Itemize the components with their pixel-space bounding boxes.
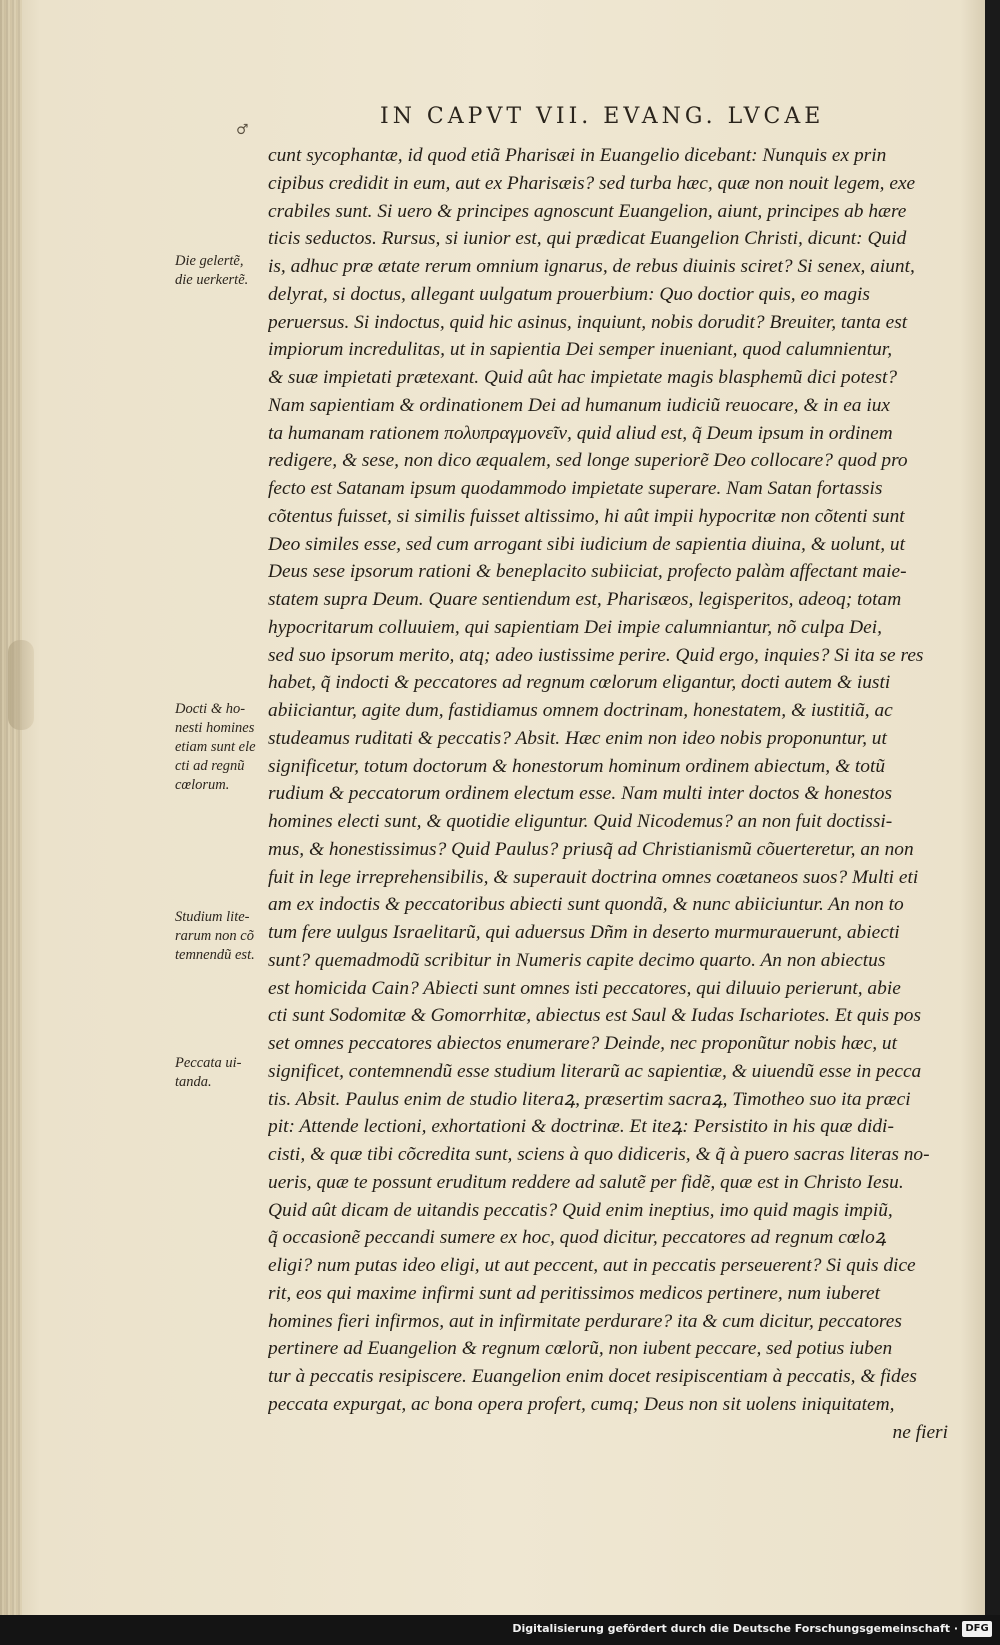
text-line: fuit in lege irreprehensibilis, & superauit doctrina omnes coætaneos suos? Multi eti: [268, 866, 919, 888]
text-line: q̃ occasionẽ peccandi sumere ex hoc, quod dicitur, peccatores ad regnum cœloꝝ: [268, 1227, 887, 1249]
funding-notice: Digitalisierung gefördert durch die Deutsche Forschungsgemeinschaft ·: [512, 1622, 958, 1635]
text-line: & suæ impietati prætexant. Quid aût hac impietate magis blasphemũ dici potest?: [268, 367, 898, 388]
margin-note-line: Die gelertẽ,: [175, 253, 244, 269]
text-line: abiiciantur, agite dum, fastidiamus omnem doctrinam, honestatem, & iustitiã, ac: [268, 700, 893, 721]
binding-clasp: [8, 640, 34, 730]
text-line: cipibus credidit in eum, aut ex Pharisæis? sed turba hæc, quæ non nouit legem, exe: [268, 172, 916, 194]
dfg-logo: DFG: [962, 1621, 992, 1637]
margin-note-line: cti ad regnũ: [175, 758, 245, 774]
text-line: homines electi sunt, & quotidie eliguntur. Quid Nicodemus? an non fuit doctissi-: [268, 811, 893, 832]
text-line: ueris, quæ te possunt eruditum reddere ad salutẽ per fidẽ, quæ est in Christo Iesu.: [268, 1171, 904, 1193]
margin-note-line: die uerkertẽ.: [175, 272, 249, 288]
margin-note-line: temnendũ est.: [175, 947, 255, 963]
text-line: sed suo ipsorum merito, atq; adeo iustissime perire. Quid ergo, inquies? Si ita se res: [268, 644, 924, 666]
margin-note-line: Studium lite-: [175, 909, 250, 925]
main-text-block: [268, 142, 948, 1446]
running-head: IN CAPVT VII. EVANG. LVCAE: [380, 104, 825, 129]
text-line: delyrat, si doctus, allegant uulgatum prouerbium: Quo doctior quis, eo magis: [268, 283, 870, 305]
text-line: ticis seductos. Rursus, si iunior est, qui prædicat Euangelion Christi, dicunt: Quid: [268, 228, 907, 250]
text-line: fecto est Satanam ipsum quodammodo impietate superare. Nam Satan fortassis: [268, 478, 883, 499]
text-line: est homicida Cain? Abiecti sunt omnes isti peccatores, qui diluuio perierunt, abie: [268, 977, 901, 999]
text-line: set omnes peccatores abiectos enumerare? Deinde, nec proponũtur nobis hæc, ut: [268, 1033, 897, 1054]
text-line: significetur, totum doctorum & honestorum hominum ordinem abiectum, & totũ: [268, 755, 886, 777]
text-line: eligi? num putas ideo eligi, ut aut peccent, aut in peccatis perseuerent? Si quis dice: [268, 1255, 916, 1276]
text-line: cisti, & quæ tibi cõcredita sunt, sciens à quo didiceris, & q̃ à puero sacras literas no-: [268, 1144, 930, 1165]
text-line: tum fere uulgus Israelitarũ, qui aduersus Dñm in deserto murmurauerunt, abiecti: [268, 922, 900, 943]
text-line: tur à peccatis resipiscere. Euangelion enim docet resipiscentiam à peccatis, & fides: [268, 1366, 917, 1387]
text-line: cõtentus fuisset, si similis fuisset altissimo, hi aût impii hypocritæ non cõtenti sunt: [268, 505, 905, 527]
catchword: ne fieri: [892, 1421, 948, 1443]
text-line: crabiles sunt. Si uero & principes agnoscunt Euangelion, aiunt, principes ab hære: [268, 200, 907, 222]
text-line: rudium & peccatorum ordinem electum esse. Nam multi inter doctos & honestos: [268, 783, 893, 805]
text-line: studeamus ruditati & peccatis? Absit. Hæc enim non ideo nobis proponuntur, ut: [268, 727, 887, 749]
margin-note-line: tanda.: [175, 1074, 212, 1090]
margin-note-peccata: [175, 1054, 267, 1092]
text-line: am ex indoctis & peccatoribus abiecti sunt quondã, & nunc abiiciuntur. An non to: [268, 894, 904, 916]
text-line: Quid aût dicam de uitandis peccatis? Quid enim ineptius, imo quid magis impiũ,: [268, 1199, 893, 1221]
marginal-mark: ♂: [236, 122, 249, 138]
margin-note-gelerte: [175, 252, 267, 290]
text-line: peruersus. Si indoctus, quid hic asinus, inquiunt, nobis dorudit? Breuiter, tanta est: [268, 311, 908, 333]
text-line: impiorum incredulitas, ut in sapientia Dei semper inueniant, quod calumnientur,: [268, 339, 893, 361]
margin-note-line: nesti homines: [175, 720, 255, 736]
text-line: hypocritarum colluuiem, qui sapientiam Dei impie calumniantur, nõ culpa Dei,: [268, 616, 882, 638]
text-line: rit, eos qui maxime infirmi sunt ad peritissimos medicos pertinere, num iuberet: [268, 1282, 881, 1304]
margin-note-line: rarum non cõ: [175, 928, 254, 944]
text-line: Nam sapientiam & ordinationem Dei ad humanum iudiciũ reuocare, & in ea iux: [268, 394, 891, 416]
text-line: peccata expurgat, ac bona opera profert, cumq; Deus non sit uolens iniquitatem,: [268, 1393, 895, 1415]
text-line: habet, q̃ indocti & peccatores ad regnum cœlorum eligantur, docti autem & iusti: [268, 672, 891, 694]
text-line: pertinere ad Euangelion & regnum cœlorũ, non iubent peccare, sed potius iuben: [268, 1338, 893, 1360]
margin-note-docti: [175, 700, 267, 795]
text-line: cunt sycophantæ, id quod etiã Pharisæi in Euangelio dicebant: Nunquis ex prin: [268, 145, 887, 166]
margin-note-line: Docti & ho-: [175, 701, 246, 717]
text-line: Deus sese ipsorum rationi & beneplacito subiiciat, profecto palàm affectant maie-: [268, 561, 907, 583]
text-line: is, adhuc præ ætate rerum omnium ignarus, de rebus diuinis sciret? Si senex, aiunt,: [268, 256, 915, 277]
text-line: Deo similes esse, sed cum arrogant sibi iudicium de sapientia diuina, & uolunt, ut: [268, 533, 905, 555]
margin-note-studium: [175, 908, 267, 965]
text-line: ta humanam rationem πολυπραγμονεῖν, quid aliud est, q̃ Deum ipsum in ordinem: [268, 422, 893, 444]
text-line: cti sunt Sodomitæ & Gomorrhitæ, abiectus est Saul & Iudas Ischariotes. Et quis pos: [268, 1005, 922, 1027]
text-line: pit: Attende lectioni, exhortationi & doctrinæ. Et iteꝝ: Persistito in his quæ didi-: [268, 1116, 894, 1138]
text-line: mus, & honestissimus? Quid Paulus? priusq̃ ad Christianismũ cõuerteretur, an non: [268, 838, 914, 860]
text-line: significet, contemnendũ esse studium literarũ ac sapientiæ, & uiuendũ esse in pecca: [268, 1060, 922, 1082]
text-line: sunt? quemadmodũ scribitur in Numeris capite decimo quarto. An non abiectus: [268, 949, 886, 971]
footer-bar: [0, 1615, 1000, 1645]
margin-note-line: cœlorum.: [175, 777, 230, 793]
page-stack-edge: [0, 0, 22, 1615]
margin-note-line: Peccata ui-: [175, 1055, 242, 1071]
text-line: redigere, & sese, non dico æqualem, sed longe superiorẽ Deo collocare? quod pro: [268, 450, 908, 472]
margin-note-line: etiam sunt ele: [175, 739, 256, 755]
text-line: statem supra Deum. Quare sentiendum est, Pharisæos, legisperitos, adeoq; totam: [268, 589, 902, 610]
text-line: homines fieri infirmos, aut in infirmitate perdurare? ita & cum dicitur, peccatores: [268, 1310, 902, 1332]
text-line: tis. Absit. Paulus enim de studio literaꝝ, præsertim sacraꝝ, Timotheo suo ita præci: [268, 1088, 911, 1110]
